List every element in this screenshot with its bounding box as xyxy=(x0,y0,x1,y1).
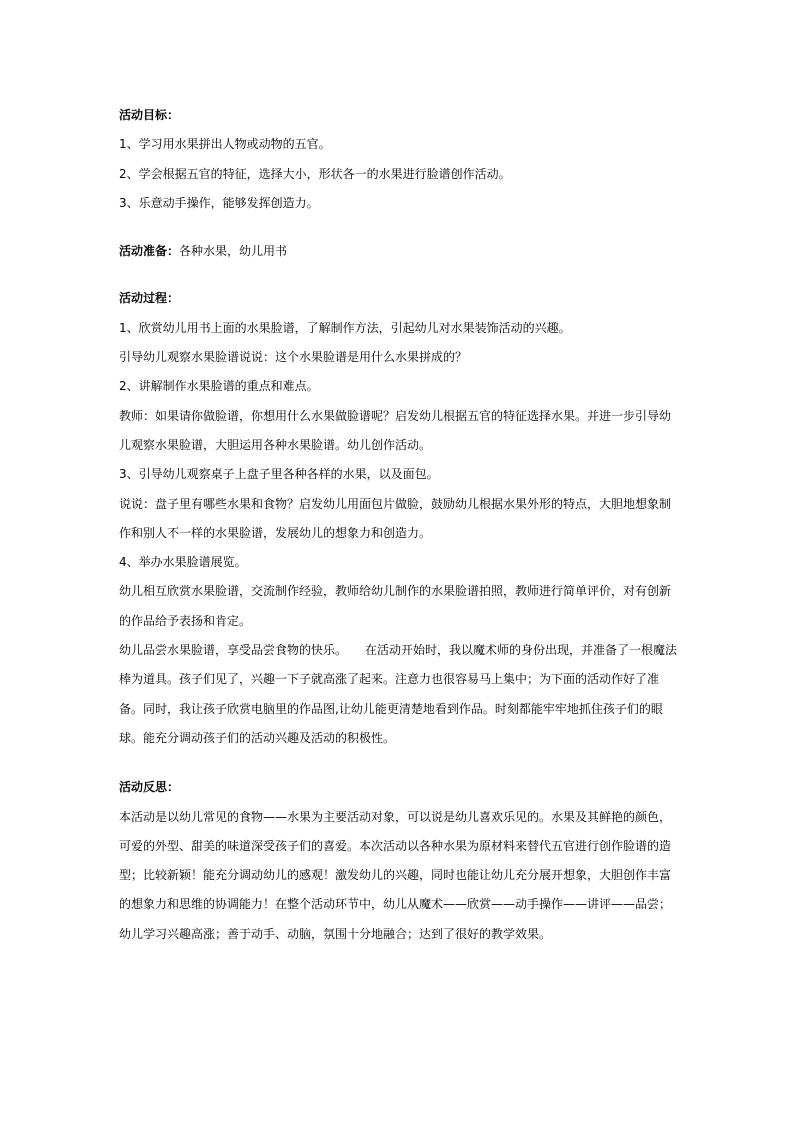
goal-item: 2、学会根据五官的特征，选择大小，形状各一的水果进行脸谱创作活动。 xyxy=(119,166,511,181)
process-paragraph: 说说：盘子里有哪些水果和食物？启发幼儿用面包片做脸，鼓励幼儿根据水果外形的特点，大胆地想象制作和别人不一样的水果脸谱，发展幼儿的想象力和创造力。 xyxy=(119,496,672,540)
process-paragraph: 3、引导幼儿观察桌子上盘子里各种各样的水果，以及面包。 xyxy=(119,467,439,482)
goal-item: 3、乐意动手操作，能够发挥创造力。 xyxy=(119,195,319,210)
preparation-text: 各种水果，幼儿用书 xyxy=(179,244,288,259)
section-spacer xyxy=(119,218,681,237)
process-paragraph: 2、讲解制作水果脸谱的重点和难点。 xyxy=(119,379,319,394)
preparation-line xyxy=(119,237,681,266)
process-paragraph: 1、欣赏幼儿用书上面的水果脸谱，了解制作方法，引起幼儿对水果装饰活动的兴趣。 xyxy=(119,320,571,335)
process-paragraph: 引导幼儿观察水果脸谱说说：这个水果脸谱是用什么水果拼成的？ xyxy=(119,350,468,365)
process-paragraph: 教师：如果请你做脸谱，你想用什么水果做脸谱呢？启发幼儿根据五官的特征选择水果。并进一步引导幼儿观察水果脸谱，大胆运用各种水果脸谱。幼儿创作活动。 xyxy=(119,408,672,452)
section-spacer xyxy=(119,266,681,284)
process-paragraph: 幼儿品尝水果脸谱，享受品尝食物的快乐。 在活动开始时，我以魔术师的身份出现，并准备了一根魔法棒为道具。孩子们见了，兴趣一下子就高涨了起来。注意力也很容易马上集中；为下面的活动作好了准备。同时，我让孩子欣赏电脑里的作品图,让幼儿能更清楚地看到作品。时刻都能牢牢地抓住孩子们的眼球。能充分调动孩子们的活动兴趣及活动的积极性。 xyxy=(119,643,678,745)
goals-heading: 活动目标： xyxy=(119,108,180,122)
preparation-heading: 活动准备： xyxy=(119,244,180,259)
process-paragraph: 幼儿相互欣赏水果脸谱，交流制作经验，教师给幼儿制作的水果脸谱拍照，教师进行简单评价，对有创新的作品给予表扬和肯定。 xyxy=(119,584,672,628)
process-paragraph: 4、举办水果脸谱展览。 xyxy=(119,555,247,570)
section-spacer xyxy=(119,753,681,773)
reflection-text: 本活动是以幼儿常见的食物——水果为主要活动对象，可以说是幼儿喜欢乐见的。水果及其鲜艳的颜色，可爱的外型、甜美的味道深受孩子们的喜爱。本次活动以各种水果为原材料来替代五官进行创作脸谱的造型；比较新颖！能充分调动幼儿的感观！激发幼儿的兴趣，同时也能让幼儿充分展开想象，大胆创作丰富的想象力和思维的协调能力！在整个活动环节中，幼儿从魔术——欣赏——动手操作——讲评——品尝；幼儿学习兴趣高涨；善于动手、动脑，氛围十分地融合；达到了很好的教学效果。 xyxy=(119,809,672,941)
reflection-heading: 活动反思： xyxy=(119,780,180,795)
document-body xyxy=(119,101,681,949)
process-heading: 活动过程： xyxy=(119,291,180,306)
goal-item: 1、学习用水果拼出人物或动物的五官。 xyxy=(119,137,331,152)
